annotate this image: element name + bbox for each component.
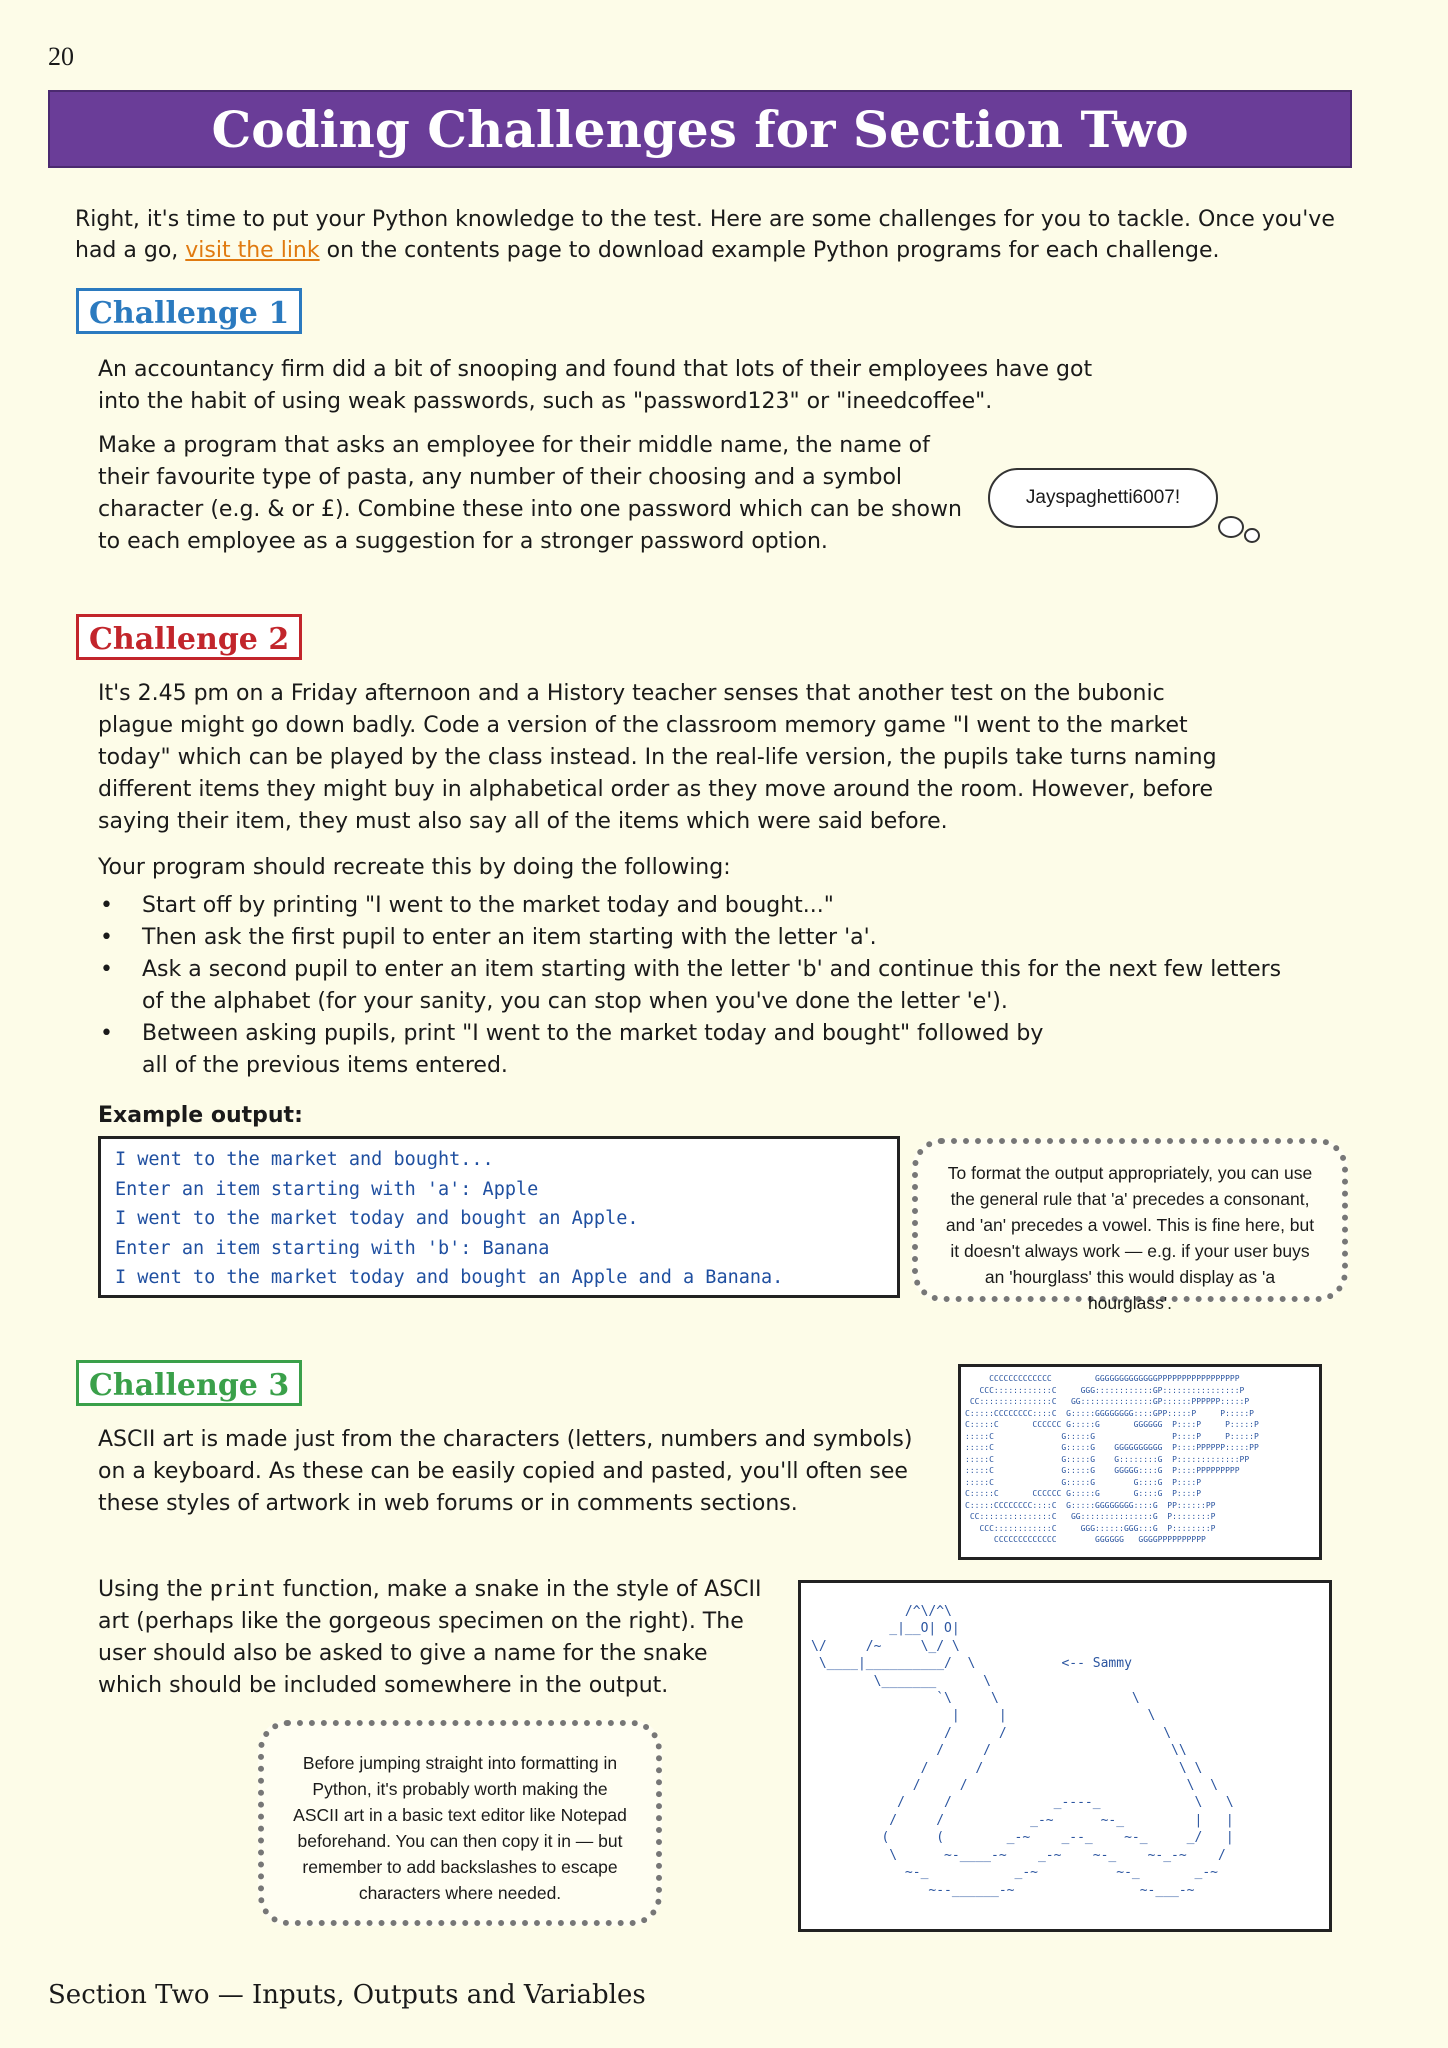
- cgp-ascii-art: CCCCCCCCCCCCC GGGGGGGGGGGGGPPPPPPPPPPPPPPPPP CCC::::::::::::C GGG::::::::::::GP::::::::::::::::P CC:::::::::::::::C GG:::::::::::::::GP::::::PPPPPP:::::P C:::::CCCCCCCC::::C G:::::GGGGGGGG::::GPP:::::P P:::::P C:::::C CCCCCC G:::::G GGGGGG P::::P P:::::P :::::C G:::::G P::::P P:::::P :::::C G:::::G GGGGGGGGGG P::::PPPPPP:::::PP :::::C G:::::G G::::::::G P:::::::::::::PP :::::C G:::::G GGGGG::::G P::::PPPPPPPPP :::::C G:::::G G::::G P::::P C:::::C CCCCCC G:::::G G::::G P::::P C:::::CCCCCCCC::::C G:::::GGGGGGGG::::G PP::::::PP CC:::::::::::::::C GG:::::::::::::::G P::::::::P CCC::::::::::::C GGG::::::GGG:::G P::::::::P CCCCCCCCCCCCC GGGGGG GGGGPPPPPPPPPP: [965, 1374, 1259, 1544]
- intro-paragraph: [75, 204, 1355, 266]
- tip-text: Before jumping straight into formatting in Python, it's probably worth making the ASCII art in a basic text editor like Notepad beforehand. You can then copy it in — but remember to add backslashes to escape characters where needed.: [293, 1753, 627, 1903]
- list-item: • Ask a second pupil to enter an item starting with the letter 'b' and continue this for the next few letters of the alphabet (for your sanity, you can stop when you've done the letter 'e').: [96, 954, 1296, 1018]
- code-line: I went to the market today and bought an Apple and a Banana.: [115, 1267, 784, 1288]
- page-title: Coding Challenges for Section Two: [211, 99, 1189, 159]
- page-number: 20: [48, 42, 74, 71]
- list-item: • Between asking pupils, print "I went to the market today and bought" followed by all of the previous items entered.: [96, 1018, 1296, 1082]
- thought-bubble-text: Jayspaghetti6007!: [1025, 487, 1181, 508]
- challenge-3-paragraph-2: [98, 1574, 778, 1702]
- tip-box-articles: [912, 1138, 1348, 1313]
- code-line: I went to the market and bought...: [115, 1149, 494, 1170]
- tip-text: To format the output appropriately, you can use the general rule that 'a' precedes a consonant, and 'an' precedes a vowel. This is fine here, but it doesn't always work — e.g. if your user buys an 'hourglass' this would display as 'a hourglass'.: [945, 1163, 1315, 1313]
- thought-bubble-dot-small: [1244, 528, 1260, 543]
- contents-link[interactable]: visit the link: [185, 238, 320, 263]
- thought-bubble-dot-large: [1218, 516, 1244, 538]
- title-banner: [48, 90, 1352, 168]
- section-footer: Section Two — Inputs, Outputs and Variables: [48, 1980, 646, 2010]
- list-item: • Then ask the first pupil to enter an item starting with the letter 'a'.: [96, 922, 1296, 954]
- example-output-box: [98, 1136, 900, 1298]
- cgp-ascii-art-box: [958, 1364, 1322, 1560]
- paragraph-text: Using the: [98, 1577, 210, 1602]
- challenge-3-heading: Challenge 3: [76, 1360, 302, 1406]
- example-output-label: Example output:: [98, 1103, 303, 1128]
- list-item: • Start off by printing "I went to the market today and bought...": [96, 890, 1296, 922]
- code-line: I went to the market today and bought an Apple.: [115, 1208, 639, 1229]
- code-line: Enter an item starting with 'b': Banana: [115, 1237, 550, 1259]
- inline-code-print: print: [209, 1577, 276, 1602]
- challenge-3-paragraph-1: ASCII art is made just from the characters (letters, numbers and symbols) on a keyboard. As these can be easily copied and pasted, you'll often see these styles of artwork in web forums or in comments sections.: [98, 1427, 913, 1516]
- instruction-list: [96, 890, 1296, 1082]
- challenge-1-paragraph-2: Make a program that asks an employee for their middle name, the name of their favourite type of pasta, any number of their choosing and a symbol character (e.g. & or £). Combine these into one password which can be shown to each employee as a suggestion for a stronger password option.: [98, 433, 962, 554]
- challenge-1-paragraph-1: An accountancy firm did a bit of snooping and found that lots of their employees have got into the habit of using weak passwords, such as "password123" or "ineedcoffee".: [98, 357, 1093, 414]
- snake-ascii-art: /^\/^\ _|__O| O| \/ /~ \_/ \ \____|__________/ \ <-- Sammy \_______ \ `\ \ \ | | \ / / \ / / \\ / / \ \ / / \ \ / / _----_ \ \ / / _-~ ~-_ | | ( ( _-~ _--_ ~-_ _/ | \ ~-____-~ _-~ ~-_ ~-_-~ / ~-_ _-~ ~-_ _-~ ~--______-~ ~-___-~: [811, 1604, 1234, 1898]
- intro-text-end: on the contents page to download example Python programs for each challenge.: [319, 238, 1220, 263]
- challenge-2-paragraph-1: It's 2.45 pm on a Friday afternoon and a History teacher senses that another test on the bubonic plague might go down badly. Code a version of the classroom memory game "I went to the market today" which can be played by the class instead. In the real-life version, the pupils take turns naming different items they might buy in alphabetical order as they move around the room. However, before saying their item, they must also say all of the items which were said before.: [98, 681, 1217, 834]
- challenge-2-heading: Challenge 2: [76, 614, 302, 660]
- tip-box-ascii: [258, 1720, 662, 1926]
- challenge-2-paragraph-2: Your program should recreate this by doing the following:: [98, 855, 731, 880]
- snake-ascii-art-box: [798, 1580, 1332, 1932]
- paragraph-text: function, make a snake in the style of ASCII art (perhaps like the gorgeous specimen on the right). The user should also be asked to give a name for the snake which should be included somewhere in the output.: [98, 1577, 762, 1698]
- thought-bubble: [988, 468, 1218, 528]
- challenge-1-heading: Challenge 1: [76, 288, 302, 334]
- intro-text-start: Right, it's time to put your Python knowledge to the test. Here are some challenges for you to tackle. Once you've had a go,: [75, 207, 1335, 263]
- code-line: Enter an item starting with 'a': Apple: [115, 1178, 539, 1200]
